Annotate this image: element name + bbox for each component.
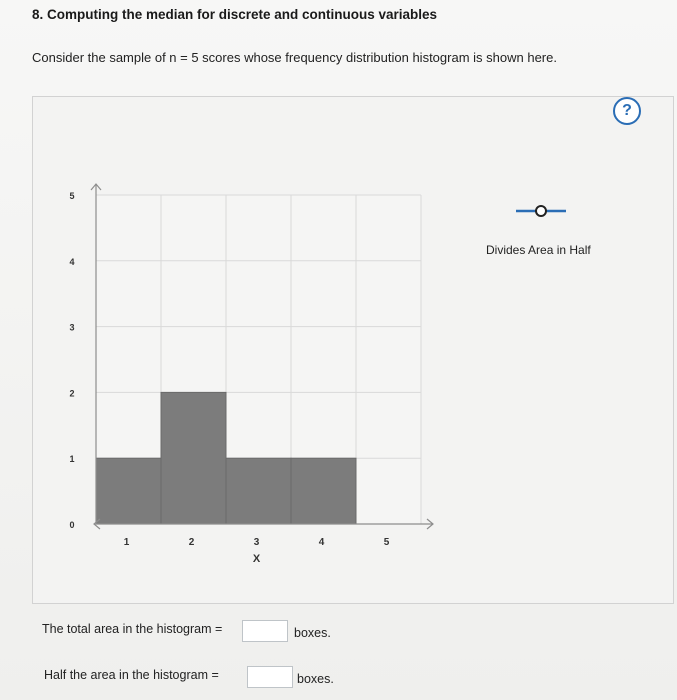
histogram-bar <box>161 392 226 524</box>
problem-intro: Consider the sample of n = 5 scores whose frequency distribution histogram is shown here. <box>32 50 557 65</box>
y-tick-label: 2 <box>69 388 75 399</box>
y-tick-label: 5 <box>69 191 75 201</box>
histogram-bar <box>226 458 291 524</box>
x-tick-label: 2 <box>188 537 195 548</box>
x-tick-label: 5 <box>383 537 390 548</box>
histogram-bar <box>291 458 356 524</box>
divides-area-marker-icon[interactable] <box>516 202 566 220</box>
half-area-label: Half the area in the histogram = <box>44 668 219 682</box>
y-tick-label: 3 <box>69 322 75 333</box>
total-area-input[interactable] <box>242 620 288 642</box>
half-area-input[interactable] <box>247 666 293 688</box>
total-area-unit: boxes. <box>294 626 331 640</box>
x-tick-label: 3 <box>253 537 260 548</box>
x-tick-label: 4 <box>318 537 325 548</box>
total-area-label: The total area in the histogram = <box>42 622 223 636</box>
histogram-bar <box>96 458 161 524</box>
y-tick-label: 1 <box>69 454 75 465</box>
x-axis-label: X <box>252 553 261 565</box>
x-tick-label: 1 <box>123 537 130 548</box>
legend-label: Divides Area in Half <box>486 243 591 257</box>
y-tick-label: 4 <box>69 256 75 267</box>
help-icon[interactable]: ? <box>613 97 641 125</box>
half-area-unit: boxes. <box>297 672 334 686</box>
y-tick-label: 0 <box>69 520 75 530</box>
problem-heading: 8. Computing the median for discrete and continuous variables <box>32 7 438 22</box>
